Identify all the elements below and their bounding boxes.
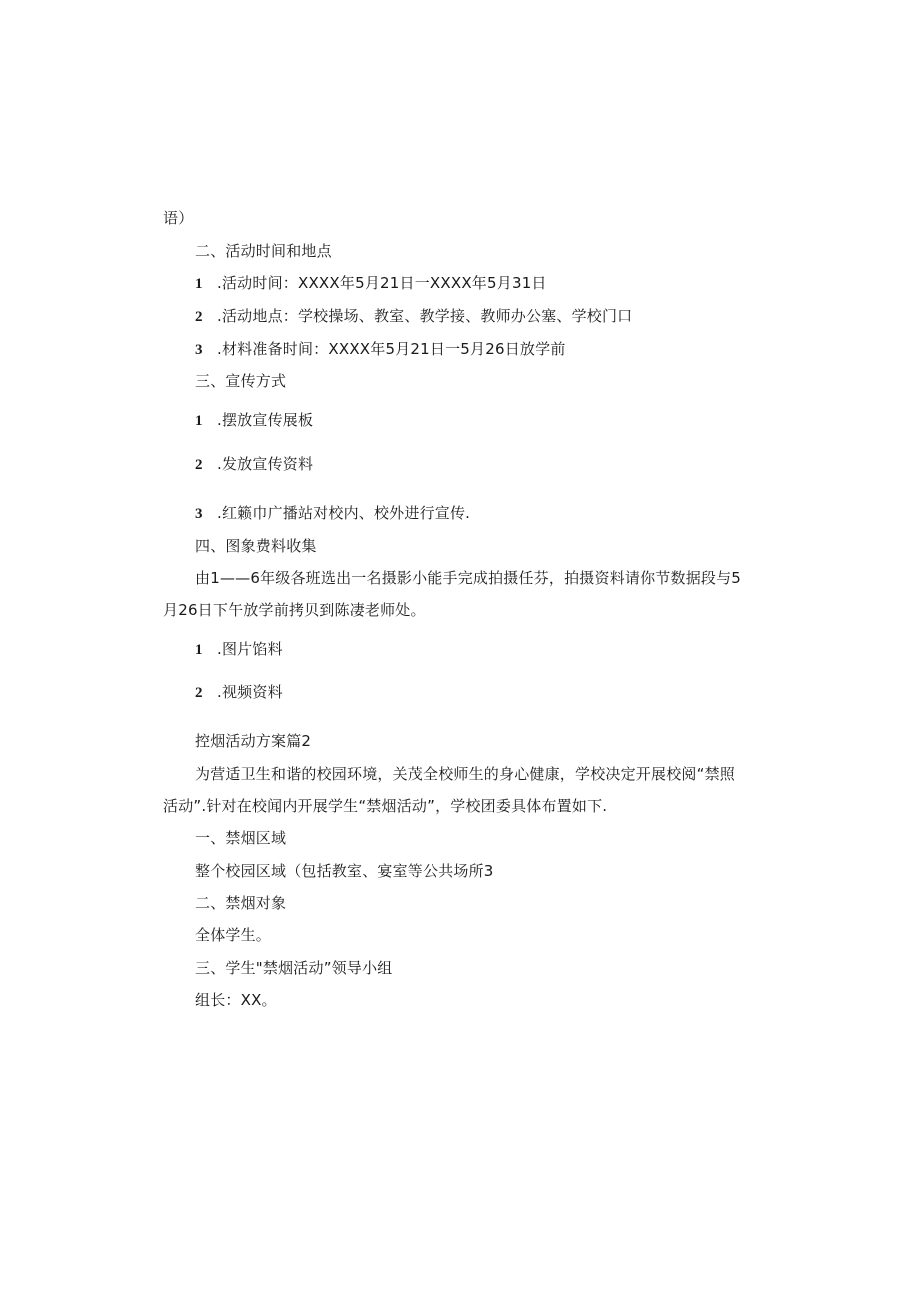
text: .图片馅料 [217, 640, 283, 658]
text: .活动地点：学校操场、教室、教学接、教师办公塞、学校门口 [217, 307, 633, 325]
list-item-broadcast [195, 503, 470, 524]
text-line-continuation [163, 208, 193, 228]
text: 二、活动时间和地点 [195, 242, 332, 260]
text: 三、宣传方式 [195, 372, 287, 390]
text: 组长：XX。 [195, 991, 277, 1009]
section-heading-no-smoking-targets [195, 893, 286, 913]
paragraph-line [163, 796, 607, 816]
list-item-material-time [195, 339, 566, 360]
text: 控烟活动方案篇2 [195, 732, 312, 750]
paragraph-line [195, 990, 277, 1010]
list-number: 1 [195, 642, 203, 658]
paragraph-line [195, 764, 735, 784]
section-heading-image-collection [195, 536, 317, 556]
list-number: 2 [195, 685, 203, 701]
list-item-display-boards [195, 410, 313, 431]
text: 整个校园区域（包括教室、宴室等公共场所3 [195, 862, 494, 880]
text: 为营适卫生和谐的校园环境，关茂全校师生的身心健康，学校决定开展校阅“禁照 [195, 765, 735, 783]
text: 二、禁烟对象 [195, 894, 287, 912]
list-item-distribute-materials [195, 454, 313, 475]
section-heading-publicity [195, 371, 286, 391]
list-item-pictures [195, 639, 283, 660]
list-number: 2 [195, 309, 203, 325]
list-number: 3 [195, 342, 203, 358]
text: .材料准备时间：XXXX年5月21日一5月26日放学前 [217, 340, 566, 358]
text: 三、学生"禁烟活动”领导小组 [195, 959, 393, 977]
text: 月26日下午放学前拷贝到陈凄老师处。 [163, 601, 426, 619]
text: .红籁巾广播站对校内、校外进行宣传. [217, 504, 471, 522]
list-number: 3 [195, 506, 203, 522]
text: .视频资料 [217, 683, 283, 701]
text: 一、禁烟区域 [195, 829, 287, 847]
paragraph-line [195, 925, 271, 945]
text: 语） [163, 209, 194, 227]
section-heading-time-place [195, 241, 332, 261]
section-heading-no-smoking-area [195, 828, 286, 848]
text: 全体学生。 [195, 926, 272, 944]
text: 四、图象费料收集 [195, 537, 317, 555]
list-item-activity-place [195, 306, 632, 327]
paragraph-line [195, 861, 494, 881]
list-number: 1 [195, 413, 203, 429]
list-item-activity-time [195, 273, 547, 294]
list-number: 1 [195, 276, 203, 292]
list-number: 2 [195, 457, 203, 473]
list-item-videos [195, 682, 283, 703]
paragraph-line [195, 568, 741, 588]
article-title [195, 731, 311, 751]
text: 由1——6年级各班选出一名摄影小能手完成拍摄任芬，拍摄资料请你节数据段与5 [195, 569, 742, 587]
text: .活动时间：XXXX年5月21日一XXXX年5月31日 [217, 274, 547, 292]
paragraph-line [163, 600, 426, 620]
text: .发放宣传资料 [217, 455, 314, 473]
text: 活动”.针对在校闻内开展学生“禁烟活动”，学校团委具体布置如下. [163, 797, 608, 815]
section-heading-leadership-group [195, 958, 392, 978]
text: .摆放宣传展板 [217, 411, 314, 429]
